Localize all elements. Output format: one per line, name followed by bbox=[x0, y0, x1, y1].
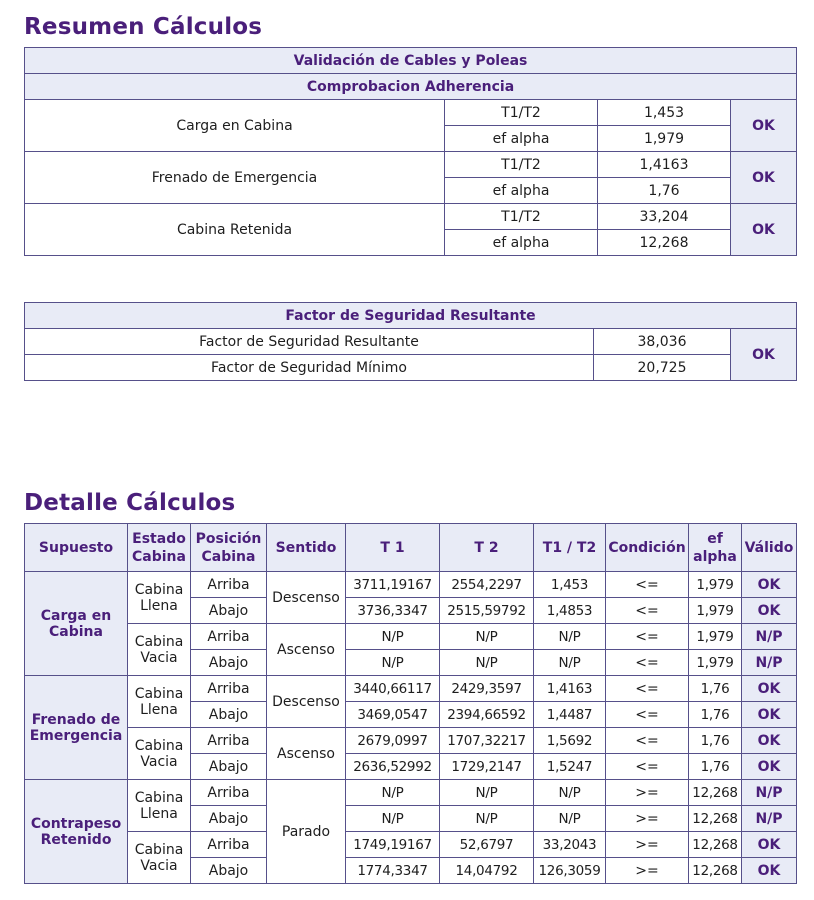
valido-badge: OK bbox=[742, 754, 797, 780]
supuesto-cell: Frenado de Emergencia bbox=[25, 676, 128, 780]
table-row bbox=[25, 572, 797, 598]
adherencia-row bbox=[25, 204, 797, 230]
ef-alpha-cell: 1,76 bbox=[689, 728, 742, 754]
factor-label: Factor de Seguridad Resultante bbox=[25, 329, 594, 355]
t2-cell: 14,04792 bbox=[440, 858, 534, 884]
sentido-cell: Parado bbox=[267, 780, 346, 884]
t1t2-label: T1/T2 bbox=[445, 204, 598, 230]
ef-alpha-cell: 1,76 bbox=[689, 754, 742, 780]
header-ratio: T1 / T2 bbox=[534, 524, 606, 572]
t2-cell: 52,6797 bbox=[440, 832, 534, 858]
factor-label: Factor de Seguridad Mínimo bbox=[25, 355, 594, 381]
posicion-cell: Arriba bbox=[191, 832, 267, 858]
ef-alpha-cell: 1,979 bbox=[689, 650, 742, 676]
adherencia-subtitle: Comprobacion Adherencia bbox=[25, 74, 797, 100]
header-ef-alpha: ef alpha bbox=[689, 524, 742, 572]
t1-cell: 2679,0997 bbox=[346, 728, 440, 754]
t1t2-value: 1,4163 bbox=[598, 152, 731, 178]
ef-alpha-cell: 1,979 bbox=[689, 624, 742, 650]
valido-badge: OK bbox=[742, 702, 797, 728]
status-badge: OK bbox=[731, 152, 797, 204]
sentido-cell: Descenso bbox=[267, 572, 346, 624]
t1-cell: N/P bbox=[346, 624, 440, 650]
condicion-cell: >= bbox=[606, 780, 689, 806]
table-row bbox=[25, 624, 797, 650]
t2-cell: N/P bbox=[440, 806, 534, 832]
ratio-cell: 1,5692 bbox=[534, 728, 606, 754]
header-valido: Válido bbox=[742, 524, 797, 572]
ratio-cell: 126,3059 bbox=[534, 858, 606, 884]
sentido-cell: Ascenso bbox=[267, 624, 346, 676]
ratio-cell: 33,2043 bbox=[534, 832, 606, 858]
condicion-cell: >= bbox=[606, 806, 689, 832]
sentido-cell: Ascenso bbox=[267, 728, 346, 780]
ratio-cell: 1,5247 bbox=[534, 754, 606, 780]
t1-cell: N/P bbox=[346, 780, 440, 806]
posicion-cell: Arriba bbox=[191, 572, 267, 598]
table-row bbox=[25, 832, 797, 858]
condicion-cell: <= bbox=[606, 754, 689, 780]
ef-alpha-cell: 1,76 bbox=[689, 702, 742, 728]
factor-value: 38,036 bbox=[594, 329, 731, 355]
ef-alpha-value: 12,268 bbox=[598, 230, 731, 256]
ef-alpha-label: ef alpha bbox=[445, 178, 598, 204]
t1t2-label: T1/T2 bbox=[445, 152, 598, 178]
t1t2-value: 1,453 bbox=[598, 100, 731, 126]
posicion-cell: Arriba bbox=[191, 780, 267, 806]
case-label: Frenado de Emergencia bbox=[25, 152, 445, 204]
t2-cell: 2554,2297 bbox=[440, 572, 534, 598]
factor-status: OK bbox=[731, 329, 797, 381]
factor-value: 20,725 bbox=[594, 355, 731, 381]
posicion-cell: Abajo bbox=[191, 650, 267, 676]
header-t2: T 2 bbox=[440, 524, 534, 572]
ef-alpha-cell: 12,268 bbox=[689, 858, 742, 884]
supuesto-cell: Carga en Cabina bbox=[25, 572, 128, 676]
ratio-cell: 1,453 bbox=[534, 572, 606, 598]
ef-alpha-value: 1,76 bbox=[598, 178, 731, 204]
adherencia-table bbox=[24, 47, 797, 256]
status-badge: OK bbox=[731, 100, 797, 152]
header-estado: Estado Cabina bbox=[128, 524, 191, 572]
valido-badge: N/P bbox=[742, 780, 797, 806]
valido-badge: OK bbox=[742, 832, 797, 858]
posicion-cell: Abajo bbox=[191, 702, 267, 728]
t1-cell: 3736,3347 bbox=[346, 598, 440, 624]
t1-cell: 1749,19167 bbox=[346, 832, 440, 858]
valido-badge: OK bbox=[742, 572, 797, 598]
table-row bbox=[25, 728, 797, 754]
ef-alpha-label: ef alpha bbox=[445, 230, 598, 256]
posicion-cell: Abajo bbox=[191, 598, 267, 624]
t2-cell: 1729,2147 bbox=[440, 754, 534, 780]
status-badge: OK bbox=[731, 204, 797, 256]
detalle-body bbox=[25, 572, 797, 884]
section-title-detalle: Detalle Cálculos bbox=[24, 490, 236, 516]
header-supuesto: Supuesto bbox=[25, 524, 128, 572]
section-title-resumen: Resumen Cálculos bbox=[24, 14, 263, 40]
supuesto-cell: Contrapeso Retenido bbox=[25, 780, 128, 884]
ef-alpha-cell: 12,268 bbox=[689, 832, 742, 858]
t1-cell: N/P bbox=[346, 650, 440, 676]
t1-cell: N/P bbox=[346, 806, 440, 832]
valido-badge: OK bbox=[742, 728, 797, 754]
estado-cell: Cabina Llena bbox=[128, 780, 191, 832]
valido-badge: N/P bbox=[742, 806, 797, 832]
detalle-table bbox=[24, 523, 797, 884]
case-label: Carga en Cabina bbox=[25, 100, 445, 152]
t2-cell: 2394,66592 bbox=[440, 702, 534, 728]
condicion-cell: >= bbox=[606, 832, 689, 858]
valido-badge: OK bbox=[742, 676, 797, 702]
ratio-cell: N/P bbox=[534, 650, 606, 676]
condicion-cell: <= bbox=[606, 702, 689, 728]
table-row bbox=[25, 780, 797, 806]
header-posicion: Posición Cabina bbox=[191, 524, 267, 572]
ratio-cell: N/P bbox=[534, 780, 606, 806]
header-condicion: Condición bbox=[606, 524, 689, 572]
posicion-cell: Abajo bbox=[191, 858, 267, 884]
t1-cell: 3711,19167 bbox=[346, 572, 440, 598]
ratio-cell: N/P bbox=[534, 624, 606, 650]
t1-cell: 3440,66117 bbox=[346, 676, 440, 702]
posicion-cell: Abajo bbox=[191, 806, 267, 832]
header-t1: T 1 bbox=[346, 524, 440, 572]
adherencia-row bbox=[25, 152, 797, 178]
estado-cell: Cabina Vacia bbox=[128, 832, 191, 884]
ef-alpha-value: 1,979 bbox=[598, 126, 731, 152]
factor-table bbox=[24, 302, 797, 381]
header-sentido: Sentido bbox=[267, 524, 346, 572]
condicion-cell: <= bbox=[606, 572, 689, 598]
condicion-cell: <= bbox=[606, 598, 689, 624]
adherencia-title: Validación de Cables y Poleas bbox=[25, 48, 797, 74]
ef-alpha-cell: 1,76 bbox=[689, 676, 742, 702]
estado-cell: Cabina Vacia bbox=[128, 624, 191, 676]
t1-cell: 3469,0547 bbox=[346, 702, 440, 728]
valido-badge: N/P bbox=[742, 650, 797, 676]
valido-badge: OK bbox=[742, 598, 797, 624]
t2-cell: 1707,32217 bbox=[440, 728, 534, 754]
posicion-cell: Arriba bbox=[191, 728, 267, 754]
t2-cell: N/P bbox=[440, 780, 534, 806]
ef-alpha-label: ef alpha bbox=[445, 126, 598, 152]
estado-cell: Cabina Llena bbox=[128, 572, 191, 624]
detalle-header-row bbox=[25, 524, 797, 572]
t1t2-label: T1/T2 bbox=[445, 100, 598, 126]
ratio-cell: 1,4853 bbox=[534, 598, 606, 624]
ratio-cell: 1,4163 bbox=[534, 676, 606, 702]
ratio-cell: 1,4487 bbox=[534, 702, 606, 728]
posicion-cell: Abajo bbox=[191, 754, 267, 780]
ef-alpha-cell: 12,268 bbox=[689, 780, 742, 806]
t2-cell: 2515,59792 bbox=[440, 598, 534, 624]
t1-cell: 1774,3347 bbox=[346, 858, 440, 884]
ef-alpha-cell: 1,979 bbox=[689, 598, 742, 624]
condicion-cell: <= bbox=[606, 676, 689, 702]
factor-title: Factor de Seguridad Resultante bbox=[25, 303, 797, 329]
t2-cell: N/P bbox=[440, 650, 534, 676]
t1-cell: 2636,52992 bbox=[346, 754, 440, 780]
condicion-cell: <= bbox=[606, 624, 689, 650]
ratio-cell: N/P bbox=[534, 806, 606, 832]
condicion-cell: >= bbox=[606, 858, 689, 884]
ef-alpha-cell: 1,979 bbox=[689, 572, 742, 598]
t2-cell: N/P bbox=[440, 624, 534, 650]
valido-badge: OK bbox=[742, 858, 797, 884]
estado-cell: Cabina Llena bbox=[128, 676, 191, 728]
sentido-cell: Descenso bbox=[267, 676, 346, 728]
t2-cell: 2429,3597 bbox=[440, 676, 534, 702]
posicion-cell: Arriba bbox=[191, 676, 267, 702]
table-row bbox=[25, 676, 797, 702]
valido-badge: N/P bbox=[742, 624, 797, 650]
condicion-cell: <= bbox=[606, 650, 689, 676]
adherencia-row bbox=[25, 100, 797, 126]
case-label: Cabina Retenida bbox=[25, 204, 445, 256]
t1t2-value: 33,204 bbox=[598, 204, 731, 230]
posicion-cell: Arriba bbox=[191, 624, 267, 650]
condicion-cell: <= bbox=[606, 728, 689, 754]
ef-alpha-cell: 12,268 bbox=[689, 806, 742, 832]
estado-cell: Cabina Vacia bbox=[128, 728, 191, 780]
